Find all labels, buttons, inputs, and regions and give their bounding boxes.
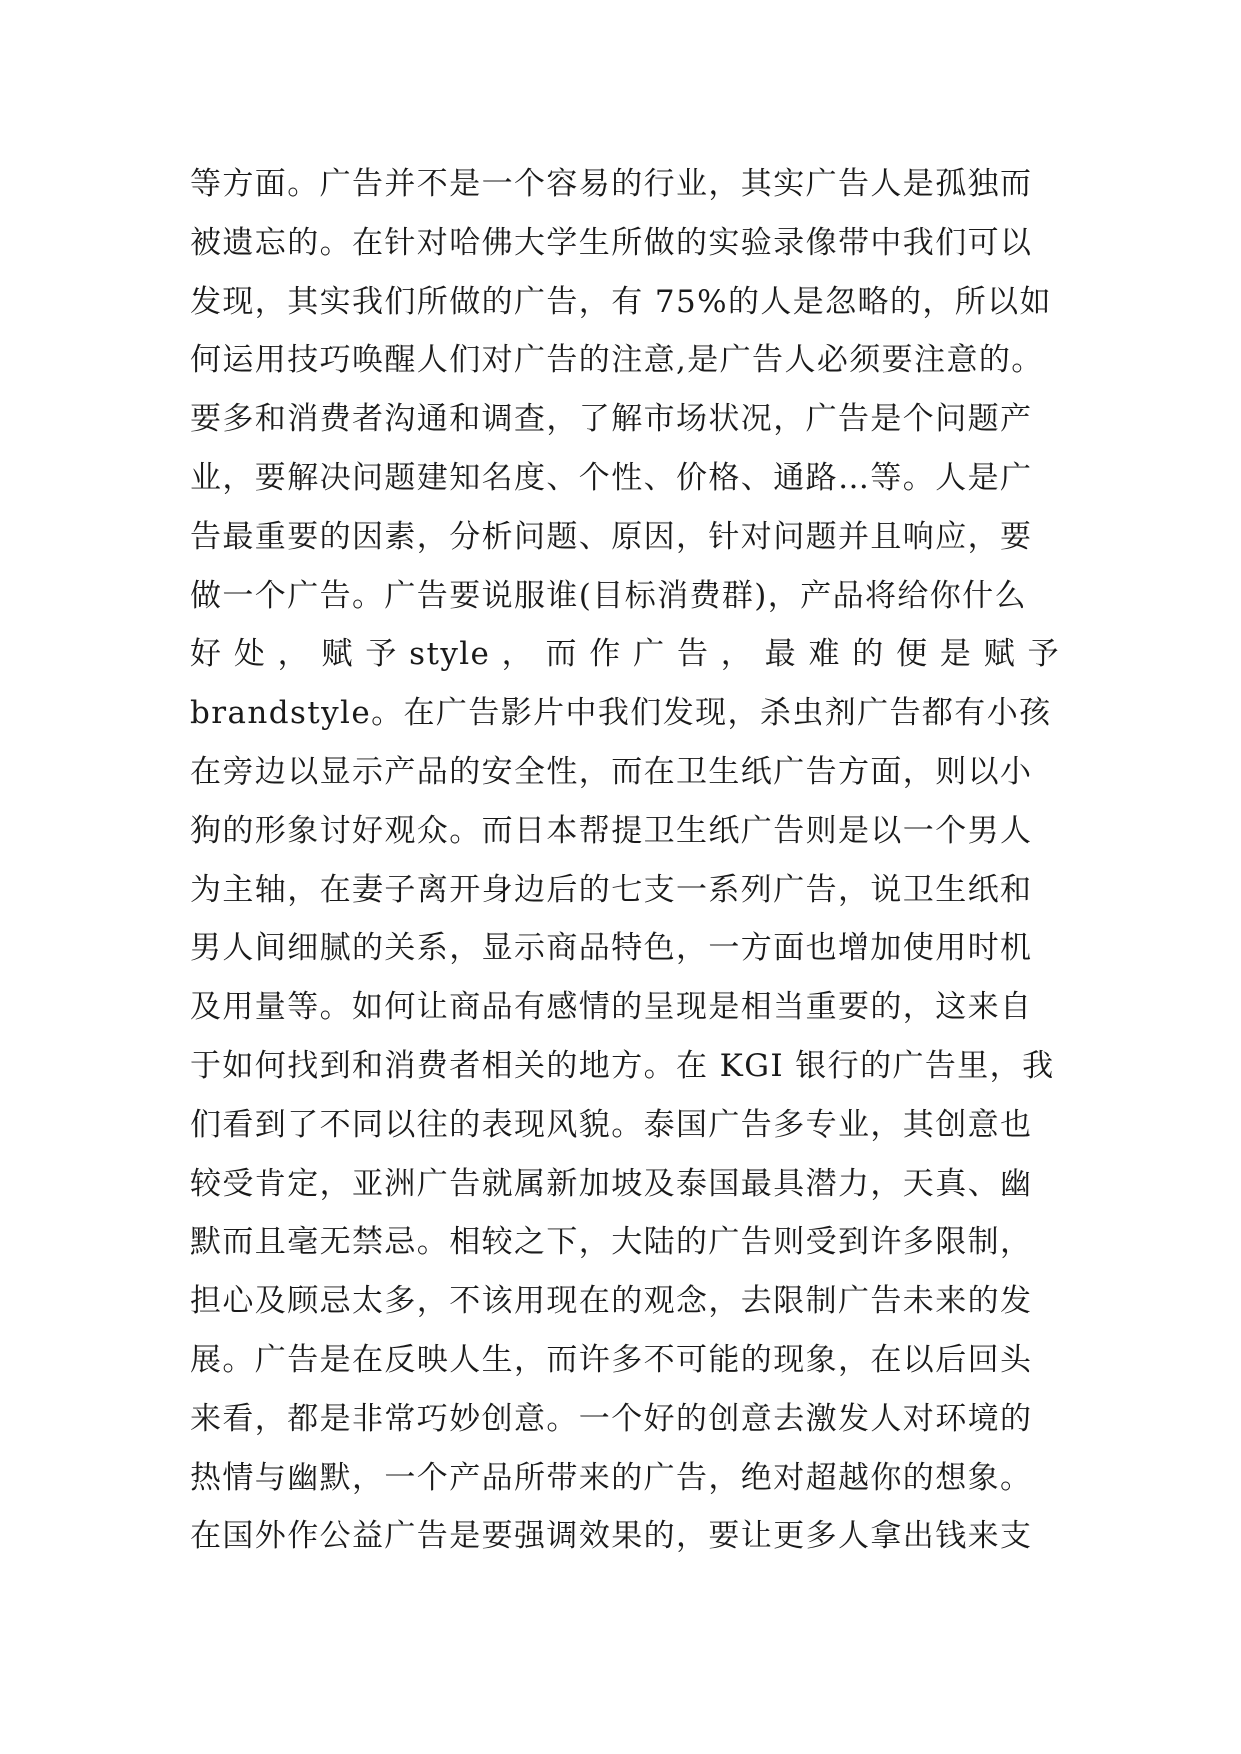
text-line: 发现，其实我们所做的广告，有 75%的人是忽略的，所以如	[190, 283, 1052, 320]
text-line: 较受肯定，亚洲广告就属新加坡及泰国最具潜力，天真、幽	[190, 1165, 1033, 1202]
text-line: 热情与幽默，一个产品所带来的广告，绝对超越你的想象。	[190, 1459, 1033, 1496]
text-line: 被遗忘的。在针对哈佛大学生所做的实验录像带中我们可以	[190, 224, 1033, 261]
text-line: 来看，都是非常巧妙创意。一个好的创意去激发人对环境的	[190, 1400, 1033, 1437]
text-line: 在旁边以显示产品的安全性，而在卫生纸广告方面，则以小	[190, 753, 1033, 790]
text-line: 及用量等。如何让商品有感情的呈现是相当重要的，这来自	[190, 989, 1033, 1026]
text-line: 为主轴，在妻子离开身边后的七支一系列广告，说卫生纸和	[190, 871, 1033, 908]
text-line: 狗的形象讨好观众。而日本帮提卫生纸广告则是以一个男人	[190, 812, 1033, 849]
text-line: 在国外作公益广告是要强调效果的，要让更多人拿出钱来支	[190, 1518, 1033, 1555]
text-line: 默而且毫无禁忌。相较之下，大陆的广告则受到许多限制，	[190, 1224, 1033, 1261]
text-line: 要多和消费者沟通和调查，了解市场状况，广告是个问题产	[190, 401, 1033, 438]
text-line: 于如何找到和消费者相关的地方。在 KGI 银行的广告里，我	[190, 1047, 1055, 1084]
body-text	[190, 155, 1060, 1566]
text-line: 展。广告是在反映人生，而许多不可能的现象，在以后回头	[190, 1341, 1033, 1378]
text-line: brandstyle。在广告影片中我们发现，杀虫剂广告都有小孩	[190, 695, 1052, 732]
text-line: 等方面。广告并不是一个容易的行业，其实广告人是孤独而	[190, 166, 1033, 202]
text-line: 何运用技巧唤醒人们对广告的注意,是广告人必须要注意的。	[190, 342, 1044, 379]
text-line: 男人间细腻的关系，显示商品特色，一方面也增加使用时机	[190, 930, 1033, 967]
text-line: 告最重要的因素，分析问题、原因，针对问题并且响应，要	[190, 518, 1033, 555]
text-line: 做一个广告。广告要说服谁(目标消费群)，产品将给你什么	[190, 577, 1027, 614]
text-line: 好 处 ， 赋 予 style ， 而 作 广 告 ， 最 难 的 便 是 赋 予	[190, 636, 1060, 673]
text-line: 业，要解决问题建知名度、个性、价格、通路…等。人是广	[190, 459, 1033, 496]
text-line: 担心及顾忌太多，不该用现在的观念，去限制广告未来的发	[190, 1283, 1033, 1320]
text-line: 们看到了不同以往的表现风貌。泰国广告多专业，其创意也	[190, 1106, 1033, 1143]
